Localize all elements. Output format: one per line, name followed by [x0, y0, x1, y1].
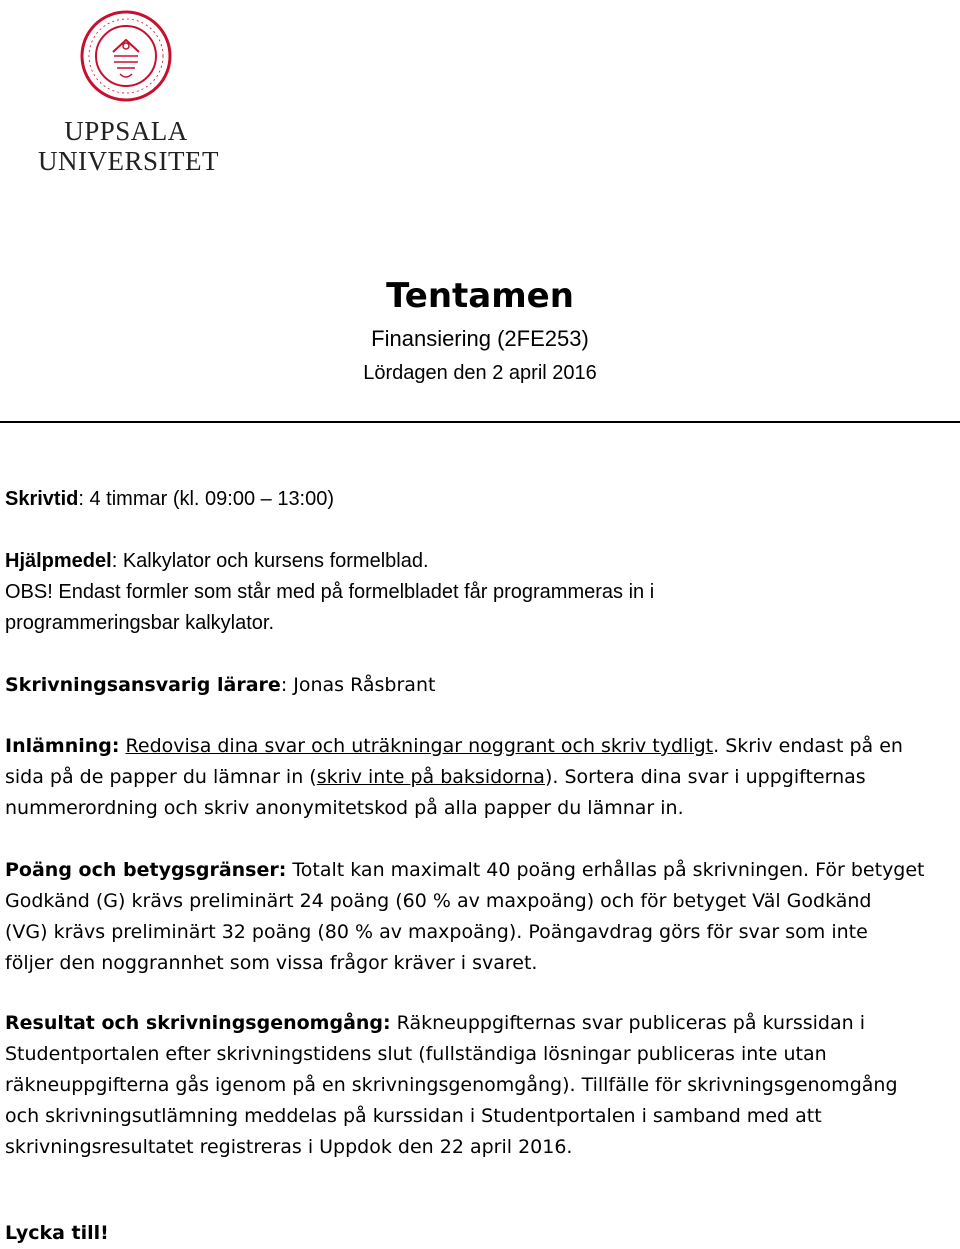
logo-text-universitet: UNIVERSITET: [38, 146, 219, 176]
skrivtid-text: : 4 timmar (kl. 09:00 – 13:00): [78, 488, 335, 510]
inlamning-line2-pre: sida på de papper du lämnar in (: [5, 766, 317, 788]
ansvarig-paragraph: [5, 670, 955, 701]
ansvarig-text: : Jonas Råsbrant: [280, 674, 436, 696]
exam-title: Tentamen: [386, 276, 574, 316]
resultat-line-3: räkneuppgifterna gås igenom på en skrivningsgenomgång). Tillfälle för skrivningsgenomgång: [5, 1074, 898, 1096]
inlamning-line2-post: ). Sortera dina svar i uppgifternas: [544, 766, 866, 788]
resultat-paragraph: [5, 1008, 955, 1163]
poang-paragraph: [5, 855, 955, 979]
poang-line-1: Totalt kan maximalt 40 poäng erhållas på skrivningen. För betyget: [286, 859, 925, 881]
hjalpmedel-label: Hjälpmedel: [5, 550, 112, 572]
resultat-label: Resultat och skrivningsgenomgång:: [5, 1012, 391, 1034]
course-name: Finansiering (2FE253): [371, 326, 589, 351]
closing-paragraph: [5, 1218, 955, 1249]
university-seal-icon: [80, 8, 172, 112]
inlamning-after: . Skriv endast på en: [713, 735, 903, 757]
closing-text: Lycka till!: [5, 1222, 109, 1244]
poang-line-4: följer den noggrannhet som vissa frågor kräver i svaret.: [5, 952, 538, 974]
poang-label: Poäng och betygsgränser:: [5, 859, 287, 881]
resultat-line-2: Studentportalen efter skrivningstidens slut (fullständiga lösningar publiceras inte utan: [5, 1043, 827, 1065]
obs-line-1: OBS! Endast formler som står med på formelbladet får programmeras in i: [5, 581, 655, 603]
poang-line-2: Godkänd (G) krävs preliminärt 24 poäng (60 % av maxpoäng) och för betyget Väl Godkänd: [5, 890, 872, 912]
skrivtid-label: Skrivtid: [5, 488, 79, 510]
inlamning-line2-underlined: skriv inte på baksidorna: [316, 766, 545, 788]
resultat-line-5: skrivningsresultatet registreras i Uppdok den 22 april 2016.: [5, 1136, 573, 1158]
resultat-line-4: och skrivningsutlämning meddelas på kurssidan i Studentportalen i samband med att: [5, 1105, 822, 1127]
inlamning-line-3: nummerordning och skriv anonymitetskod på alla papper du lämnar in.: [5, 797, 684, 819]
logo-text-uppsala: UPPSALA: [64, 116, 188, 146]
hjalpmedel-paragraph: [5, 546, 955, 639]
inlamning-underlined: Redovisa dina svar och uträkningar noggrant och skriv tydligt: [125, 735, 714, 757]
resultat-line-1: Räkneuppgifternas svar publiceras på kurssidan i: [390, 1012, 865, 1034]
obs-line-2: programmeringsbar kalkylator.: [5, 612, 274, 634]
exam-date: Lördagen den 2 april 2016: [363, 362, 597, 384]
ansvarig-label: Skrivningsansvarig lärare: [5, 674, 281, 696]
inlamning-label: Inlämning:: [5, 735, 120, 757]
inlamning-paragraph: [5, 731, 955, 824]
skrivtid-paragraph: [5, 484, 955, 515]
horizontal-divider: [0, 421, 960, 423]
university-logo: [38, 8, 219, 178]
hjalpmedel-text: : Kalkylator och kursens formelblad.: [111, 550, 429, 572]
poang-line-3: (VG) krävs preliminärt 32 poäng (80 % av maxpoäng). Poängavdrag görs för svar som inte: [5, 921, 868, 943]
